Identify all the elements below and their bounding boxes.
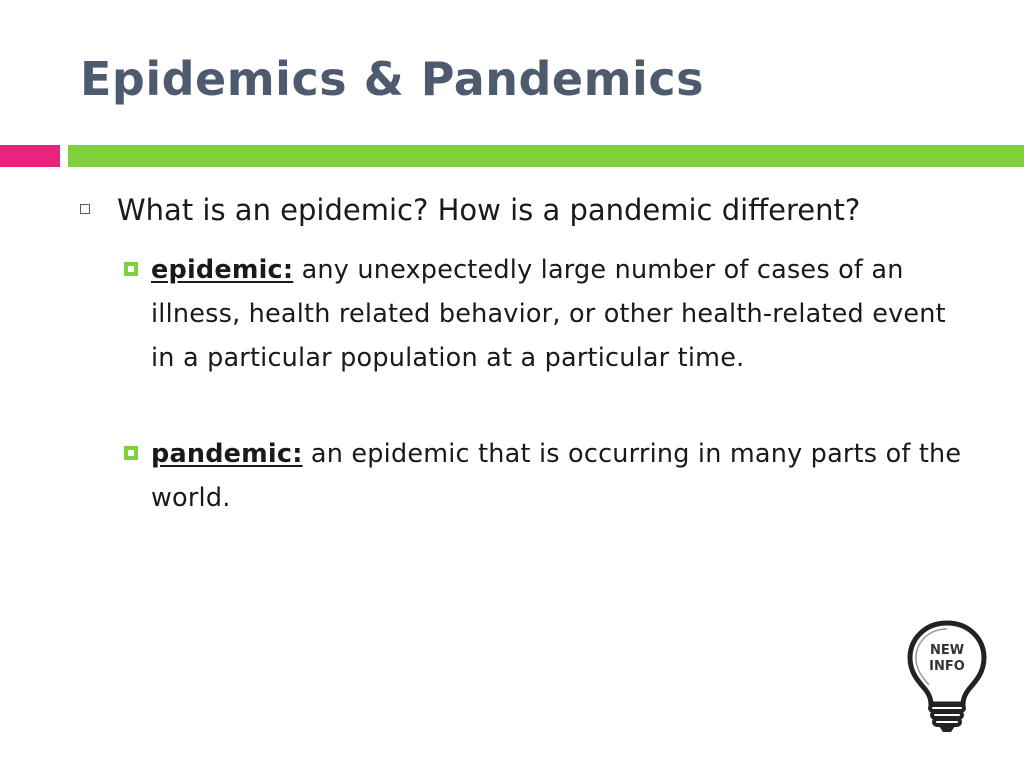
definition-text: any unexpectedly large number of cases of an illness, health related behavior, or other health-related event in a particular population at a particular time. — [151, 255, 946, 373]
definition-body — [151, 432, 962, 520]
badge-line-2: INFO — [929, 659, 965, 674]
definition-epidemic — [122, 248, 962, 380]
green-square-bullet-icon — [124, 262, 138, 276]
definition-term: pandemic: — [151, 439, 303, 469]
light-bulb-icon — [904, 618, 990, 734]
definition-body — [151, 248, 962, 380]
accent-bar-green — [68, 145, 1024, 167]
question-text: What is an epidemic? How is a pandemic different? — [117, 193, 861, 227]
definition-pandemic — [122, 432, 962, 520]
hollow-square-bullet-icon — [80, 204, 90, 214]
badge-line-1: NEW — [929, 643, 965, 658]
green-square-bullet-icon — [124, 446, 138, 460]
accent-bar-pink — [0, 145, 60, 167]
slide-title: Epidemics & Pandemics — [80, 52, 704, 106]
definition-text: an epidemic that is occurring in many parts of the world. — [151, 439, 962, 513]
definition-term: epidemic: — [151, 255, 294, 285]
